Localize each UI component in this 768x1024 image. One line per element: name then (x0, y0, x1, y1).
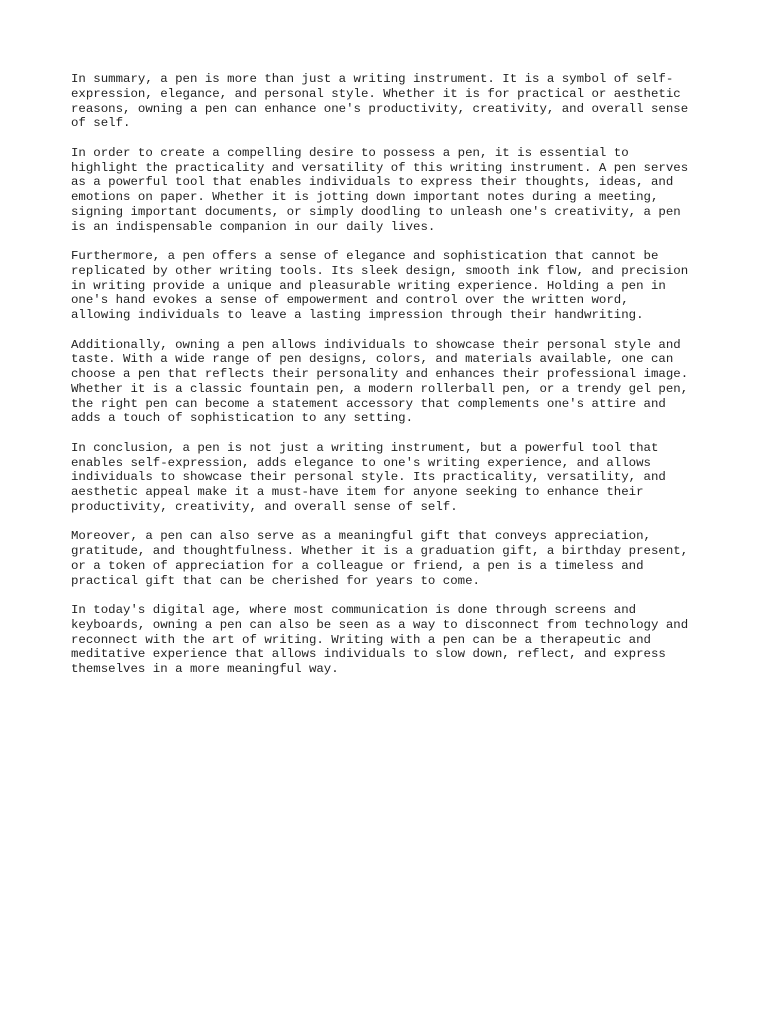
paragraph-7: In today's digital age, where most communication is done through screens and keyboards, owning a pen can also be seen as a way to disconnect from technology and reconnect with the art of writing. Writing with a pen can be a therapeutic and meditative experience that allows individuals to slow down, reflect, and express themselves in a more meaningful way. (71, 603, 689, 676)
paragraph-6: Moreover, a pen can also serve as a meaningful gift that conveys appreciation, gratitude, and thoughtfulness. Whether it is a graduation gift, a birthday present, or a token of appreciation for a colleague or friend, a pen is a timeless and practical gift that can be cherished for years to come. (71, 529, 689, 588)
document-body (71, 72, 711, 692)
paragraph-4: Additionally, owning a pen allows individuals to showcase their personal style and taste. With a wide range of pen designs, colors, and materials available, one can choose a pen that reflects their personality and enhances their professional image. Whether it is a classic fountain pen, a modern rollerball pen, or a trendy gel pen, the right pen can become a statement accessory that complements one's attire and adds a touch of sophistication to any setting. (71, 337, 689, 426)
paragraph-1: In summary, a pen is more than just a writing instrument. It is a symbol of self- expression, elegance, and personal style. Whether it is for practical or aesthetic reasons, owning a pen can enhance one's productivity, creativity, and overall sense of self. (71, 72, 689, 131)
paragraph-5: In conclusion, a pen is not just a writing instrument, but a powerful tool that enables self-expression, adds elegance to one's writing experience, and allows individuals to showcase their personal style. Its practicality, versatility, and aesthetic appeal make it a must-have item for anyone seeking to enhance their productivity, creativity, and overall sense of self. (71, 440, 666, 514)
paragraph-2: In order to create a compelling desire to possess a pen, it is essential to highlight the practicality and versatility of this writing instrument. A pen serves as a powerful tool that enables individuals to express their thoughts, ideas, and emotions on paper. Whether it is jotting down important notes during a meeting, signing important documents, or simply doodling to unleash one's creativity, a pen is an indispensable companion in our daily lives. (71, 145, 689, 234)
paragraph-3: Furthermore, a pen offers a sense of elegance and sophistication that cannot be replicated by other writing tools. Its sleek design, smooth ink flow, and precision in writing provide a unique and pleasurable writing experience. Holding a pen in one's hand evokes a sense of empowerment and control over the written word, allowing individuals to leave a lasting impression through their handwriting. (71, 249, 689, 322)
